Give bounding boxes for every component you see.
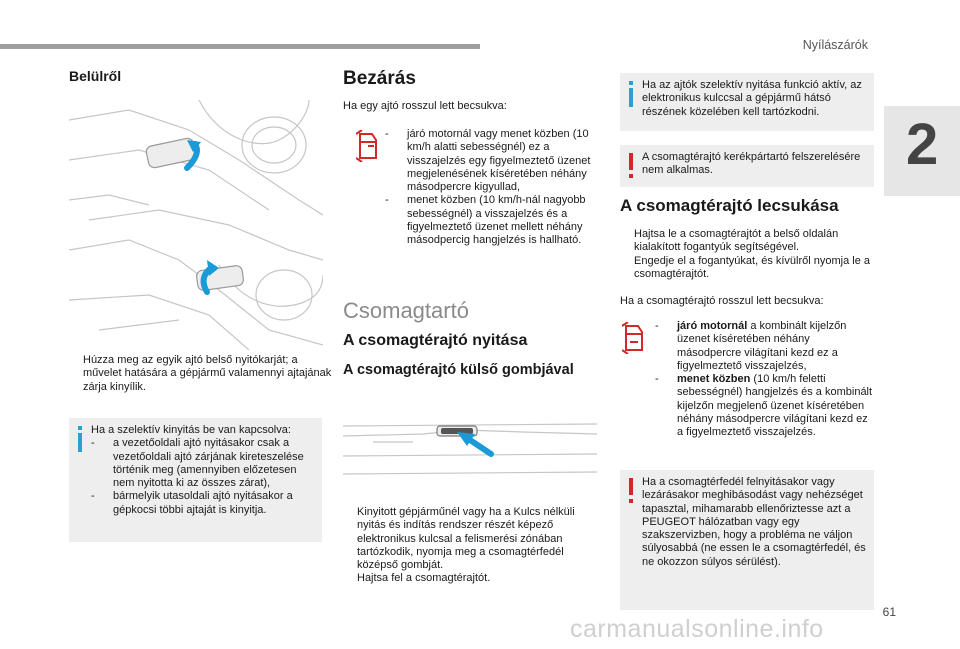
info-box-text — [91, 424, 316, 517]
bezaras-item — [385, 128, 607, 194]
lecsukas-bullet-text: Hajtsa le a csomagtérajtót a belső oldalán kialakított fogantyúk segítségével. — [634, 228, 839, 254]
lecsukas-item — [655, 320, 875, 373]
lecsukas-item-bold: menet közben — [677, 373, 751, 386]
warning-icon — [626, 153, 636, 179]
heading-bezaras: Bezárás — [343, 68, 416, 89]
page-number: 61 — [882, 605, 896, 619]
lecsukas-list — [655, 320, 875, 440]
lecsukas-item-text: (10 km/h feletti sebességnél) hangjelzés és a kombinált kijelzőn megjelenő üzenet kíséretében néhány másodpercre világítani kezd ez a figyelmeztető visszajelzés. — [677, 373, 873, 439]
bezaras-intro: Ha egy ajtó rosszul lett becsukva: — [343, 100, 507, 112]
top-bar — [0, 44, 480, 49]
tailgate-open-warning-icon — [622, 322, 646, 354]
info-intro: Ha a szelektív kinyitás be van kapcsolva: — [91, 424, 291, 436]
dash-marker: - — [655, 373, 659, 386]
watermark: carmanualsonline.info — [570, 615, 824, 643]
bezaras-list — [385, 128, 607, 248]
lecsukas-bullets — [620, 228, 876, 281]
warning-box-hiba — [620, 470, 874, 610]
heading-kulso-gomb: A csomagtérajtó külső gombjával — [343, 362, 574, 378]
info-box-selective — [69, 418, 322, 542]
heading-belulrol: Belülről — [69, 68, 122, 84]
bezaras-item-text: menet közben (10 km/h-nál nagyobb sebességnél) a visszajelzés és a figyelmeztető üzenet mellett néhány másodpercig hangjelzés is hallható. — [407, 194, 586, 247]
section-csomagtarto: Csomagtartó — [343, 298, 469, 323]
info-item-text: bármelyik utasoldali ajtó nyitásakor a gépkocsi többi ajtaját is kinyitja. — [113, 490, 293, 516]
bezaras-item — [385, 194, 607, 247]
bullet-belulrol — [69, 354, 333, 394]
lecsukas-bullet-text: Engedje el a fogantyúkat, és kívülről nyomja le a csomagtérajtót. — [634, 254, 871, 280]
bullet-text: Húzza meg az egyik ajtó belső nyitókarját; a művelet hatására a gépjármű valamennyi ajtajának zárja kinyílik. — [83, 354, 332, 393]
lecsukas-bullet — [620, 228, 876, 255]
dash-marker: - — [385, 194, 389, 207]
lecsukas-bullet — [620, 255, 876, 282]
info-icon — [626, 81, 636, 107]
info-item — [91, 437, 316, 490]
nyitas-bullet-text: Hajtsa fel a csomagtérajtót. — [357, 572, 491, 585]
section-title: Nyílászárók — [802, 38, 868, 52]
nyitas-bullets — [343, 506, 599, 586]
warning-box-text: Ha a csomagtérfedél felnyitásakor vagy lezárásakor meghibásodást vagy nehézséget tapasztal, mihamarabb ellenőriztesse azt a PEUGEOT hálózatban vagy egy szakszervizben, hogy a probléma ne váljon súlyosabbá (ne essen le a csomagtérfedél, és ne okozzon súlyos sérülést). — [642, 476, 866, 568]
dash-marker: - — [91, 437, 95, 450]
dash-marker: - — [91, 490, 95, 503]
bezaras-item-text: járó motornál vagy menet közben (10 km/h alatti sebességnél) ez a visszajelzés egy figyelmeztető üzenet megjelenésének kíséretében néhány másodpercre kigyullad, — [407, 128, 591, 194]
heading-nyitas: A csomagtérajtó nyitása — [343, 332, 528, 349]
warning-icon — [626, 478, 636, 504]
info-item — [91, 490, 316, 517]
lecsukas-item-bold: járó motornál — [677, 320, 748, 332]
tailgate-button-figure — [343, 412, 597, 484]
info-item-text: a vezetőoldali ajtó nyitásakor csak a vezetőoldali ajtó zárjának kireteszelése történik meg (amennyiben előzetesen nem nyitotta ki az összes zárat), — [113, 437, 304, 490]
dash-marker: - — [655, 320, 659, 332]
info-box-text: Ha az ajtók szelektív nyitása funkció aktív, az elektronikus kulccsal a gépjármű hátsó részének közelében kell tartózkodni. — [642, 79, 862, 118]
nyitas-bullet — [343, 506, 599, 572]
info-icon — [75, 426, 85, 452]
warning-box-text: A csomagtérajtó kerékpártartó felszerelésére nem alkalmas. — [642, 151, 861, 177]
heading-lecsukas: A csomagtérajtó lecsukása — [620, 196, 839, 215]
nyitas-bullet — [343, 572, 599, 585]
chapter-tab — [884, 106, 960, 196]
lecsukas-item-text: a kombinált kijelzőn üzenet kíséretében néhány másodpercre világítani kezd ez a figyelmeztető visszajelzés, — [677, 320, 847, 372]
door-open-warning-icon — [356, 130, 380, 162]
door-handle-figure — [69, 100, 323, 350]
nyitas-bullet-text: Kinyitott gépjárműnél vagy ha a Kulcs nélküli nyitás és indítás rendszer részét képező elektronikus kulcsal a felismerési zónában tartózkodik, nyomja meg a csomagtérfedél középső gombját. — [357, 506, 575, 572]
dash-marker: - — [385, 128, 389, 140]
lecsukas-item — [655, 373, 875, 439]
chapter-number: 2 — [906, 112, 939, 177]
warning-box-kerekpar — [620, 145, 874, 187]
info-box-szelektiv — [620, 73, 874, 131]
lecsukas-intro: Ha a csomagtérajtó rosszul lett becsukva: — [620, 295, 824, 307]
